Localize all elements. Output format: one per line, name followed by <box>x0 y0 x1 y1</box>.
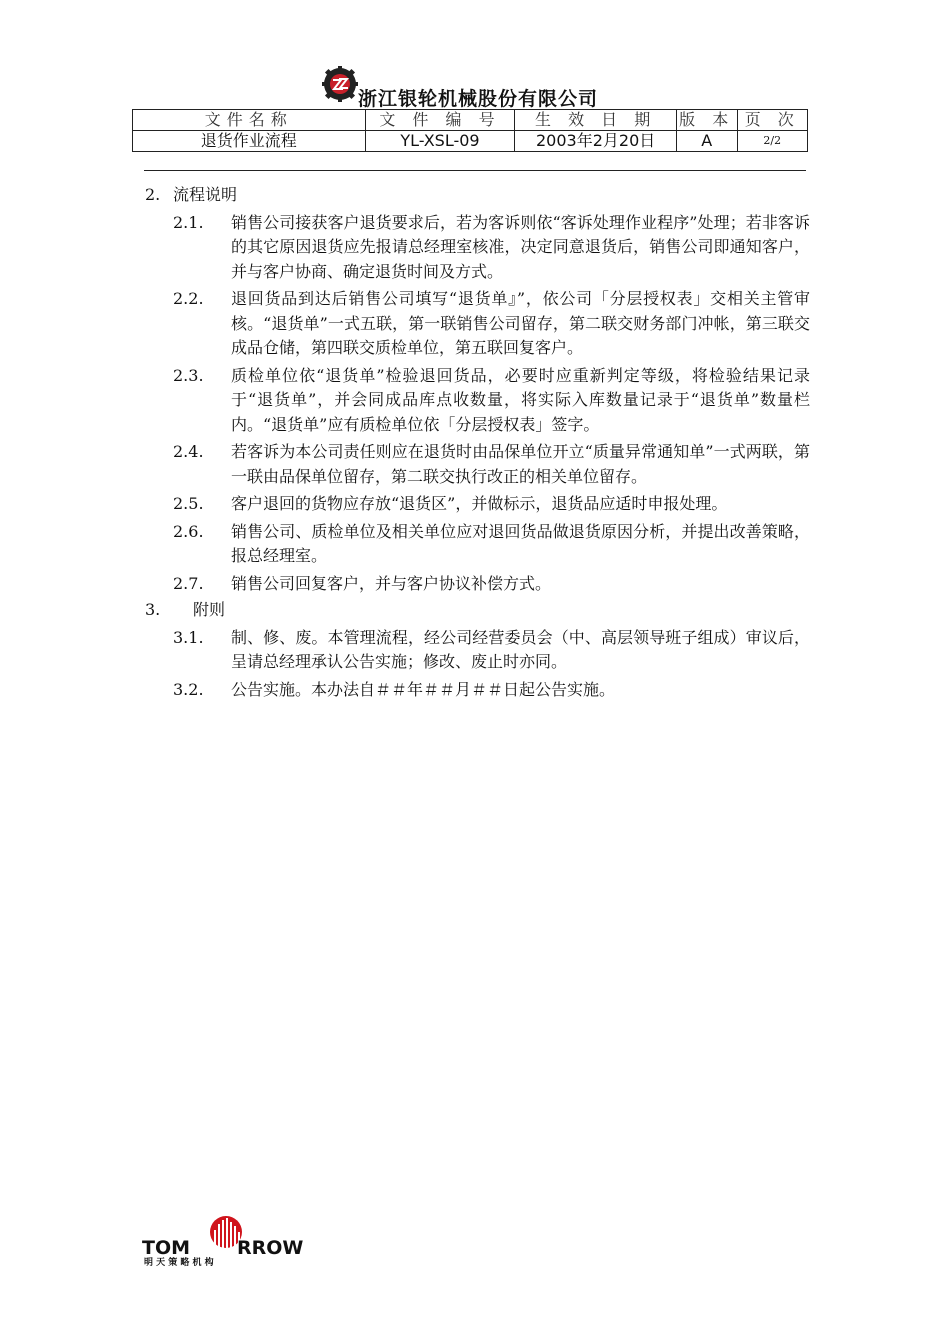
tomorrow-brand-logo <box>140 1212 310 1268</box>
item-number: 3.2. <box>173 679 204 699</box>
item-number: 2.6. <box>173 521 204 541</box>
list-item <box>145 364 810 438</box>
item-text: 销售公司接获客户退货要求后，若为客诉则依“客诉处理作业程序”处理；若非客诉的其它原因退货应先报请总经理室核准，决定同意退货后，销售公司即通知客户，并与客户协商、确定退货时间及方式。 <box>231 212 810 281</box>
item-text: 制、修、废。本管理流程，经公司经营委员会（中、高层领导班子组成）审议后，呈请总经理承认公告实施；修改、废止时亦同。 <box>231 627 810 671</box>
section-heading <box>145 183 810 208</box>
list-item <box>145 572 810 597</box>
document-body <box>145 183 810 702</box>
item-text: 质检单位依“退货单”检验退回货品，必要时应重新判定等级，将检验结果记录于“退货单”，并会同成品库点收数量，将实际入库数量记录于“退货单”数量栏内。“退货单”应有质检单位依「分层授权表」签字。 <box>231 365 810 434</box>
list-item <box>145 440 810 489</box>
list-item <box>145 678 810 703</box>
file-number-value: YL-XSL-09 <box>365 131 515 152</box>
header-version: 版 本 <box>676 110 737 131</box>
brand-right-text: RROW <box>237 1237 304 1259</box>
company-name: 浙江银轮机械股份有限公司 <box>358 88 599 110</box>
item-text: 客户退回的货物应存放“退货区”，并做标示，退货品应适时申报处理。 <box>231 494 728 513</box>
item-text: 销售公司、质检单位及相关单位应对退回货品做退货原因分析，并提出改善策略，报总经理室。 <box>231 521 810 565</box>
version-value: A <box>676 131 737 152</box>
section-number: 3. <box>145 600 161 619</box>
list-item <box>145 520 810 569</box>
header-page: 页 次 <box>737 110 808 131</box>
section-title: 附则 <box>193 600 226 619</box>
section-title: 流程说明 <box>173 185 238 204</box>
brand-tagline: 明 天 策 略 机 构 <box>144 1258 214 1268</box>
list-item <box>145 492 810 517</box>
effective-date-value: 2003年2月20日 <box>515 131 677 152</box>
list-item <box>145 287 810 361</box>
section-heading <box>145 598 810 623</box>
item-text: 若客诉为本公司责任则应在退货时由品保单位开立“质量异常通知单”一式两联，第一联由品保单位留存，第二联交执行改正的相关单位留存。 <box>231 442 810 486</box>
company-logo-icon <box>322 66 358 102</box>
item-number: 3.1. <box>173 627 204 647</box>
document-meta-table <box>132 109 808 152</box>
item-number: 2.2. <box>173 289 204 308</box>
item-number: 2.7. <box>173 573 204 593</box>
list-item <box>145 211 810 285</box>
item-number: 2.5. <box>173 494 204 513</box>
file-name-value: 退货作业流程 <box>133 131 366 152</box>
header-file-number: 文 件 编 号 <box>365 110 515 131</box>
header-file-name: 文件名称 <box>133 110 366 131</box>
item-number: 2.3. <box>173 365 204 385</box>
list-item <box>145 626 810 675</box>
section-number: 2. <box>145 185 161 204</box>
item-number: 2.1. <box>173 212 204 232</box>
header-divider <box>144 170 806 171</box>
header-effective-date: 生 效 日 期 <box>515 110 677 131</box>
item-text: 退回货品到达后销售公司填写“退货单』”，依公司「分层授权表」交相关主管审核。“退货单”一式五联，第一联销售公司留存，第二联交财务部门冲帐，第三联交成品仓储，第四联交质检单位，第五联回复客户。 <box>231 289 810 357</box>
item-text: 公告实施。本办法自＃＃年＃＃月＃＃日起公告实施。 <box>231 679 616 699</box>
brand-left-text: TOM <box>142 1237 191 1259</box>
meta-value-row <box>133 131 808 152</box>
page-value: 2/2 <box>737 131 808 152</box>
item-text: 销售公司回复客户，并与客户协议补偿方式。 <box>231 573 552 593</box>
meta-header-row <box>133 110 808 131</box>
item-number: 2.4. <box>173 442 204 461</box>
